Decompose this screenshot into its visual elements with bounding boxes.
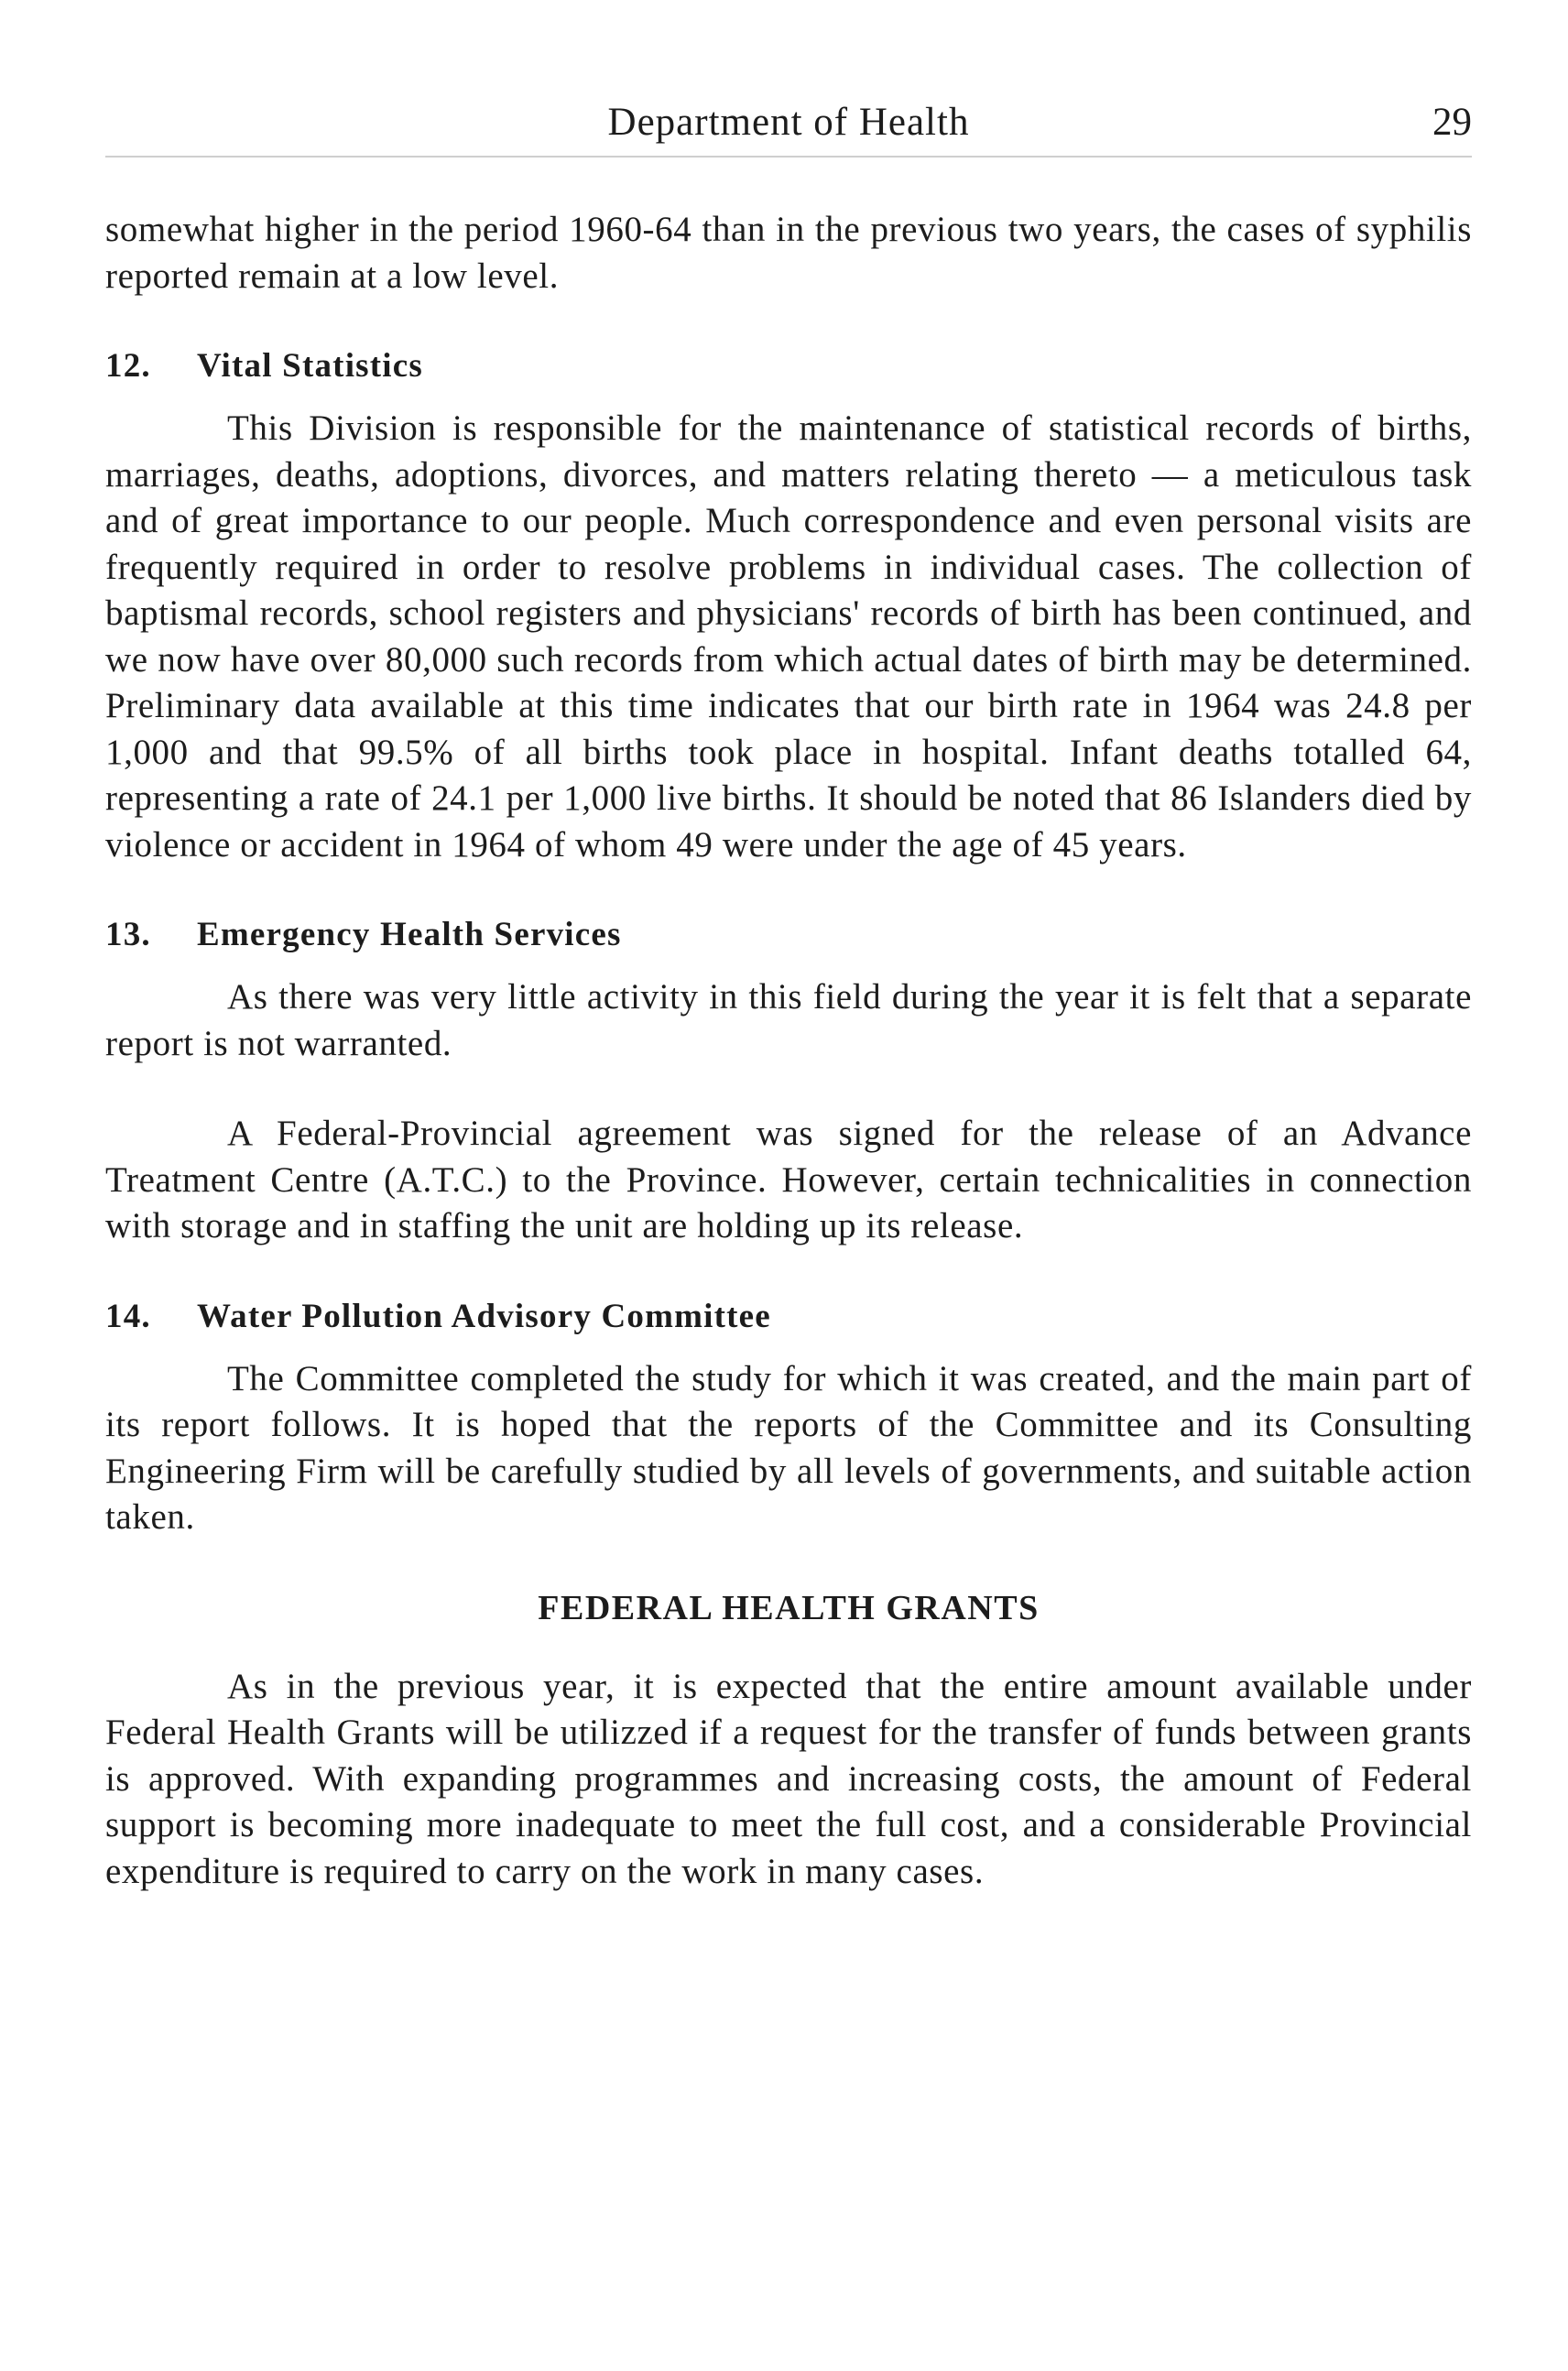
- emergency-health-paragraph-2: A Federal-Provincial agreement was signed for the release of an Advance Treatment Centre (A.T.C.) to the Province. However, certain technicalities in connection with storage and in staffing the unit are holding up its release.: [105, 1114, 1472, 1245]
- section-heading-vital-statistics: [105, 343, 1472, 389]
- water-pollution-paragraph: The Committee completed the study for which it was created, and the main part of its report follows. It is hoped that the reports of the Committee and its Consulting Engineering Firm will be carefully studied by all levels of governments, and suitable action taken.: [105, 1358, 1472, 1537]
- intro-continuation-paragraph: somewhat higher in the period 1960-64 than in the previous two years, the cases of syphilis reported remain at a low level.: [105, 210, 1472, 296]
- emergency-health-paragraph-1: As there was very little activity in this field during the year it is felt that a separate report is not warranted.: [105, 977, 1472, 1063]
- header-rule: [105, 156, 1472, 158]
- section-heading-water-pollution: [105, 1294, 1472, 1340]
- header-title: Department of Health: [607, 101, 970, 144]
- section-title: Water Pollution Advisory Committee: [197, 1297, 771, 1335]
- section-title: Vital Statistics: [197, 347, 423, 385]
- section-heading-emergency-health-services: [105, 912, 1472, 958]
- running-header: [105, 99, 1472, 154]
- vital-statistics-paragraph: This Division is responsible for the maintenance of statistical records of births, marriages, deaths, adoptions, divorces, and matters relating thereto — a meticulous task and of great importance to our people. Much correspondence and even personal visits are frequently required in order to resolve problems in individual cases. The collection of baptismal records, school registers and physicians' records of birth has been continued, and we now have over 80,000 such records from which actual dates of birth may be determined. Preliminary data available at this time indicates that our birth rate in 1964 was 24.8 per 1,000 and that 99.5% of all births took place in hospital. Infant deaths totalled 64, representing a rate of 24.1 per 1,000 live births. It should be noted that 86 Islanders died by violence or accident in 1964 of whom 49 were under the age of 45 years.: [105, 408, 1472, 865]
- section-number: 13.: [105, 916, 151, 953]
- section-number: 12.: [105, 347, 151, 385]
- section-title: Emergency Health Services: [197, 916, 622, 953]
- federal-health-grants-heading: FEDERAL HEALTH GRANTS: [538, 1588, 1040, 1627]
- federal-health-grants-paragraph: As in the previous year, it is expected that the entire amount available under Federal Health Grants will be utilizzed if a request for the transfer of funds between grants is approved. With expanding programmes and increasing costs, the amount of Federal support is becoming more inadequate to meet the full cost, and a considerable Provincial expenditure is required to carry on the work in many cases.: [105, 1666, 1472, 1891]
- page-number: 29: [1432, 101, 1472, 144]
- section-number: 14.: [105, 1297, 151, 1335]
- body-text: [105, 207, 1472, 1895]
